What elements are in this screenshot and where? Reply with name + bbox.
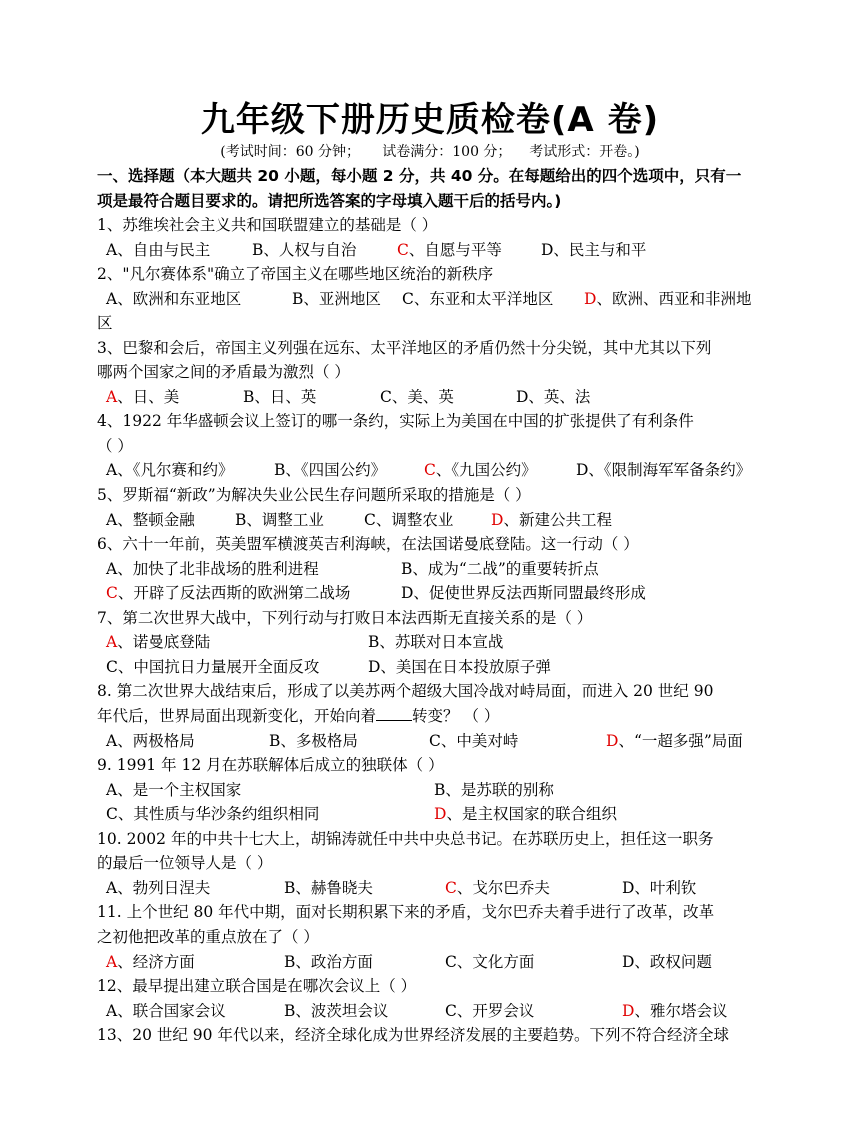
question-2-option-d: D、欧洲、西亚和非洲地	[584, 290, 752, 308]
question-11-stem-line1: 11. 上个世纪 80 年代中期，面对长期积累下来的矛盾，戈尔巴乔夫着手进行了改革，改革	[97, 903, 715, 921]
question-11-option-b: B、政治方面	[284, 953, 373, 971]
question-7-option-b: B、苏联对日本宣战	[368, 633, 504, 651]
question-3-option-a: A、日、美	[106, 388, 180, 406]
answer-letter: A	[106, 633, 118, 651]
question-8-stem-line2: 年代后，世界局面出现新变化，开始向着 转变？ （ ）	[97, 707, 500, 725]
question-6-option-d: D、促使世界反法西斯同盟最终形成	[401, 584, 646, 602]
question-10-option-a: A、勃列日涅夫	[106, 879, 211, 897]
answer-letter: C	[445, 879, 457, 897]
question-4-stem-line1: 4、1922 年华盛顿会议上签订的哪一条约，实际上为美国在中国的扩张提供了有利条件	[97, 412, 694, 430]
question-2-stem: 2、"凡尔赛体系"确立了帝国主义在哪些地区统治的新秩序	[97, 265, 494, 283]
question-9-option-a: A、是一个主权国家	[106, 781, 242, 799]
question-12-option-d: D、雅尔塔会议	[622, 1002, 728, 1020]
question-6-option-b: B、成为“二战”的重要转折点	[401, 560, 599, 578]
answer-letter: A	[106, 953, 118, 971]
question-11-option-c: C、文化方面	[445, 953, 535, 971]
question-4-stem-line2: （ ）	[97, 437, 133, 455]
question-2-option-a: A、欧洲和东亚地区	[106, 290, 242, 308]
question-4-option-a: A、《凡尔赛和约》	[106, 461, 234, 479]
question-8-option-b: B、多极格局	[269, 732, 358, 750]
answer-letter: C	[106, 584, 118, 602]
question-9-stem: 9. 1991 年 12 月在苏联解体后成立的独联体（ ）	[97, 756, 444, 774]
answer-letter: A	[106, 388, 118, 406]
question-7-option-c: C、中国抗日力量展开全面反攻	[106, 658, 320, 676]
question-5-option-b: B、调整工业	[235, 511, 324, 529]
question-9-option-b: B、是苏联的别称	[434, 781, 554, 799]
question-3-stem-line1: 3、巴黎和会后，帝国主义列强在远东、太平洋地区的矛盾仍然十分尖锐，其中尤其以下列	[97, 339, 712, 357]
answer-letter: D	[491, 511, 504, 529]
question-11-option-a: A、经济方面	[106, 953, 195, 971]
question-1-option-b: B、人权与自治	[252, 241, 357, 259]
question-7-option-a: A、诺曼底登陆	[106, 633, 211, 651]
question-12-option-a: A、联合国家会议	[106, 1002, 226, 1020]
question-12-option-b: B、波茨坦会议	[284, 1002, 389, 1020]
question-8-option-c: C、中美对峙	[429, 732, 519, 750]
question-1-stem: 1、苏维埃社会主义共和国联盟建立的基础是（ ）	[97, 216, 438, 234]
question-7-option-d: D、美国在日本投放原子弹	[368, 658, 551, 676]
question-9-option-c: C、其性质与华沙条约组织相同	[106, 805, 320, 823]
question-5-option-c: C、调整农业	[364, 511, 454, 529]
answer-blank	[376, 706, 412, 721]
section-heading-line1: 一、选择题（本大题共 20 小题，每小题 2 分，共 40 分。在每题给出的四个选项中，只有一	[97, 167, 742, 185]
question-13-stem: 13、20 世纪 90 年代以来，经济全球化成为世界经济发展的主要趋势。下列不符合经济全球	[97, 1026, 729, 1044]
question-4-option-d: D、《限制海军军备条约》	[576, 461, 752, 479]
exam-title: 九年级下册历史质检卷(A 卷)	[200, 100, 660, 140]
question-3-option-d: D、英、法	[516, 388, 591, 406]
question-4-option-c: C、《九国公约》	[424, 461, 537, 479]
question-8-option-a: A、两极格局	[106, 732, 195, 750]
question-10-stem-line2: 的最后一位领导人是（ ）	[97, 854, 273, 872]
question-10-option-c: C、戈尔巴乔夫	[445, 879, 550, 897]
question-5-option-d: D、新建公共工程	[491, 511, 612, 529]
question-3-option-c: C、美、英	[380, 388, 454, 406]
question-1-option-d: D、民主与和平	[541, 241, 647, 259]
question-6-option-a: A、加快了北非战场的胜利进程	[106, 560, 319, 578]
question-11-stem-line2: 之初他把改革的重点放在了（ ）	[97, 928, 319, 946]
question-12-option-c: C、开罗会议	[445, 1002, 535, 1020]
answer-letter: D	[434, 805, 447, 823]
answer-letter: D	[606, 732, 619, 750]
question-1-option-c: C、自愿与平等	[397, 241, 502, 259]
answer-letter: C	[397, 241, 409, 259]
question-2-option-d-wrap: 区	[97, 314, 113, 332]
question-6-option-c: C、开辟了反法西斯的欧洲第二战场	[106, 584, 351, 602]
question-7-stem: 7、第二次世界大战中，下列行动与打败日本法西斯无直接关系的是（ ）	[97, 609, 593, 627]
exam-subtitle: (考试时间：60 分钟； 试卷满分：100 分； 考试形式：开卷。)	[220, 144, 640, 160]
question-8-option-d: D、“一超多强”局面	[606, 732, 743, 750]
question-1-option-a: A、自由与民主	[106, 241, 211, 259]
question-9-option-d: D、是主权国家的联合组织	[434, 805, 617, 823]
question-10-stem-line1: 10. 2002 年的中共十七大上，胡锦涛就任中共中央总书记。在苏联历史上，担任这一职务	[97, 830, 714, 848]
question-2-option-b: B、亚洲地区	[292, 290, 381, 308]
question-10-option-d: D、叶利钦	[622, 879, 697, 897]
question-4-option-b: B、《四国公约》	[274, 461, 387, 479]
question-2-option-c: C、东亚和太平洋地区	[402, 290, 554, 308]
question-3-option-b: B、日、英	[243, 388, 317, 406]
question-12-stem: 12、最早提出建立联合国是在哪次会议上（ ）	[97, 977, 417, 995]
question-5-stem: 5、罗斯福“新政”为解决失业公民生存问题所采取的措施是（ ）	[97, 486, 531, 504]
question-5-option-a: A、整顿金融	[106, 511, 195, 529]
question-11-option-d: D、政权问题	[622, 953, 712, 971]
question-10-option-b: B、赫鲁晓夫	[284, 879, 373, 897]
answer-letter: C	[424, 461, 436, 479]
answer-letter: D	[622, 1002, 635, 1020]
section-heading-line2: 项是最符合题目要求的。请把所选答案的字母填入题干后的括号内。)	[97, 192, 562, 210]
question-8-stem-line1: 8. 第二次世界大战结束后，形成了以美苏两个超级大国冷战对峙局面，而进入 20 世纪 90	[97, 682, 714, 700]
answer-letter: D	[584, 290, 597, 308]
question-6-stem: 6、六十一年前，英美盟军横渡英吉利海峡，在法国诺曼底登陆。这一行动（ ）	[97, 535, 639, 553]
question-3-stem-line2: 哪两个国家之间的矛盾最为激烈（ ）	[97, 363, 350, 381]
